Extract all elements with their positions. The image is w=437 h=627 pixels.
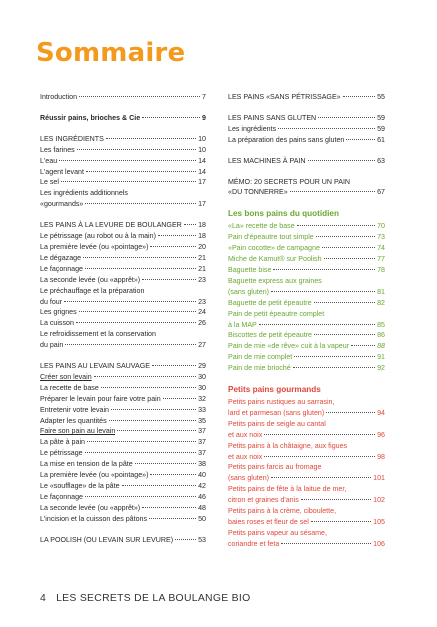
toc-entry-title: La première levée (ou «pointage») <box>40 242 149 251</box>
toc-entry[interactable] <box>228 243 385 254</box>
toc-dot-leader <box>149 518 196 519</box>
toc-page-number: 42 <box>198 482 206 490</box>
toc-entry-title: et aux noix <box>228 452 263 461</box>
toc-entry-title: Le façonnage <box>40 492 83 501</box>
toc-dot-leader <box>61 181 196 182</box>
toc-dot-leader <box>59 160 196 161</box>
toc-entry-title: Petits pains à la crème, ciboulette, <box>228 507 337 516</box>
toc-entry-title: Miche de Kamut® sur Poolish <box>228 255 322 264</box>
toc-page-number: 10 <box>198 145 206 154</box>
toc-entry-title: LES INGRÉDIENTS <box>40 134 104 143</box>
toc-entry[interactable] <box>40 340 206 351</box>
toc-spacer <box>228 146 385 156</box>
toc-page-number: 40 <box>198 471 206 480</box>
toc-entry[interactable] <box>40 329 206 340</box>
toc-entry[interactable] <box>228 452 385 463</box>
toc-entry-title: Petits pains farcis au fromage <box>228 463 322 472</box>
toc-spacer <box>40 124 206 134</box>
toc-dot-leader <box>184 224 196 225</box>
toc-entry[interactable] <box>228 539 385 550</box>
toc-entry-title: Introduction <box>40 93 78 101</box>
toc-entry[interactable] <box>228 419 385 430</box>
toc-entry[interactable] <box>228 430 385 441</box>
toc-spacer <box>40 525 206 535</box>
toc-entry-title: Pain de mie complet <box>228 353 293 362</box>
toc-entry-title: Le pétrissage <box>40 449 83 458</box>
toc-page-number: 30 <box>198 383 206 392</box>
toc-page-number: 21 <box>198 264 206 273</box>
toc-page-number: 102 <box>373 496 385 505</box>
toc-page-number: 37 <box>198 449 206 458</box>
toc-entry-title: Les ingrédients <box>228 124 277 133</box>
toc-entry-title: lard et parmesan (sans gluten) <box>228 408 325 417</box>
toc-entry[interactable] <box>228 309 385 320</box>
toc-page-number: 20 <box>198 242 206 251</box>
toc-entry[interactable] <box>40 416 206 427</box>
toc-entry[interactable] <box>228 135 385 146</box>
toc-entry[interactable] <box>40 470 206 481</box>
toc-entry[interactable] <box>40 220 206 231</box>
toc-entry[interactable] <box>228 92 385 103</box>
toc-entry-title: La pâte à pain <box>40 438 85 447</box>
toc-dot-leader <box>142 507 196 508</box>
toc-dot-leader <box>94 376 196 377</box>
toc-entry-title: Pain de mie «de rêve» cuit à la vapeur <box>228 342 350 351</box>
toc-dot-leader <box>259 324 375 325</box>
toc-dot-leader <box>135 463 196 464</box>
toc-spacer <box>40 103 206 113</box>
toc-page-number: 92 <box>377 364 385 373</box>
toc-entry-title: Petits pains rustiques au sarrasin, <box>228 398 335 407</box>
toc-entry-title: Petits pains de fête à la laitue de mer, <box>228 485 347 494</box>
toc-entry-title: LES PAINS À LA LEVURE DE BOULANGER <box>40 221 182 230</box>
toc-page-number: 61 <box>377 135 385 144</box>
toc-entry-title: MÉMO: 20 SECRETS POUR UN PAIN <box>228 177 351 186</box>
toc-page-number: 9 <box>202 113 206 122</box>
footer-book-title: LES SECRETS DE LA BOULANGE BIO <box>56 593 251 604</box>
page-footer <box>40 593 250 604</box>
toc-entry[interactable] <box>40 361 206 372</box>
toc-entry[interactable] <box>40 307 206 318</box>
toc-entry-title: Le pétrissage (au robot ou à la main) <box>40 232 156 241</box>
toc-entry[interactable] <box>228 187 385 198</box>
toc-entry-title: L'incision et la cuisson des pâtons <box>40 514 148 523</box>
toc-page-number: 85 <box>377 320 385 329</box>
toc-dot-leader <box>271 291 375 292</box>
toc-entry[interactable] <box>228 517 385 528</box>
toc-entry-title: La première levée (ou «pointage») <box>40 471 149 480</box>
toc-dot-leader <box>85 268 196 269</box>
toc-entry[interactable] <box>228 177 385 188</box>
toc-page-number: 63 <box>377 156 385 165</box>
toc-entry[interactable] <box>40 264 206 275</box>
toc-entry[interactable] <box>228 484 385 495</box>
toc-entry[interactable] <box>228 232 385 243</box>
toc-entry[interactable] <box>228 320 385 331</box>
toc-page-number: 24 <box>198 308 206 317</box>
toc-page-number: 55 <box>377 93 385 101</box>
footer-page-number: 4 <box>40 593 47 604</box>
toc-entry-title: Créer son levain <box>40 372 92 381</box>
toc-entry[interactable] <box>228 441 385 452</box>
toc-entry-title: Le façonnage <box>40 264 83 273</box>
toc-page-number: 23 <box>198 297 206 306</box>
toc-entry[interactable] <box>40 167 206 178</box>
toc-dot-leader <box>301 499 371 500</box>
toc-entry-title: (sans gluten) <box>228 474 270 483</box>
toc-dot-leader <box>271 477 371 478</box>
toc-spacer <box>40 210 206 220</box>
toc-entry[interactable] <box>228 408 385 419</box>
toc-entry-title: La seconde levée (ou «apprêt») <box>40 275 141 284</box>
toc-entry-title: La seconde levée (ou «apprêt») <box>40 503 141 512</box>
toc-dot-leader <box>65 344 196 345</box>
toc-dot-leader <box>343 96 375 97</box>
toc-entry[interactable] <box>228 156 385 167</box>
toc-dot-leader <box>264 434 375 435</box>
toc-page-number: 88 <box>377 342 385 351</box>
toc-right-column <box>228 92 385 550</box>
toc-entry[interactable] <box>40 242 206 253</box>
toc-entry-title: du pain <box>40 341 64 350</box>
toc-dot-leader <box>142 279 196 280</box>
toc-page-number: 106 <box>373 539 385 548</box>
toc-page-number: 94 <box>377 408 385 417</box>
toc-dot-leader <box>109 420 196 421</box>
toc-entry[interactable] <box>40 231 206 242</box>
toc-entry[interactable] <box>40 459 206 470</box>
toc-dot-leader <box>324 258 376 259</box>
toc-dot-leader <box>308 160 376 161</box>
toc-entry[interactable] <box>228 473 385 484</box>
page-title: Sommaire <box>36 38 186 68</box>
toc-page-number: 10 <box>198 134 206 143</box>
toc-dot-leader <box>79 311 196 312</box>
toc-entry-title: L'agent levant <box>40 167 84 176</box>
toc-page-number: 86 <box>377 331 385 340</box>
toc-page-number: 14 <box>198 156 206 165</box>
toc-entry[interactable] <box>40 318 206 329</box>
toc-dot-leader <box>351 345 375 346</box>
toc-section-heading: Petits pains gourmands <box>228 385 321 395</box>
toc-page-number: 27 <box>198 341 206 350</box>
toc-entry[interactable] <box>228 265 385 276</box>
toc-entry[interactable] <box>40 383 206 394</box>
toc-dot-leader <box>281 543 371 544</box>
toc-page-number: 73 <box>377 233 385 242</box>
toc-entry[interactable] <box>228 221 385 232</box>
toc-entry-title: Entretenir votre levain <box>40 405 110 414</box>
toc-entry[interactable] <box>40 177 206 188</box>
toc-page-number: 77 <box>377 255 385 264</box>
toc-dot-leader <box>85 452 197 453</box>
toc-dot-leader <box>111 409 196 410</box>
toc-entry-title: coriandre et feta <box>228 539 280 548</box>
toc-dot-leader <box>87 441 196 442</box>
toc-dot-leader <box>150 474 196 475</box>
toc-page-number: 59 <box>377 124 385 133</box>
toc-entry-title: La préparation des pains sans gluten <box>228 135 345 144</box>
toc-entry[interactable] <box>40 535 206 546</box>
toc-entry-title: citron et graines d'anis <box>228 496 299 505</box>
toc-entry-title: «La» recette de base <box>228 222 295 231</box>
toc-entry[interactable] <box>228 276 385 287</box>
toc-entry[interactable] <box>228 113 385 124</box>
toc-dot-leader <box>297 225 375 226</box>
toc-entry-title: Le préchauffage et la préparation <box>40 286 145 295</box>
toc-entry[interactable] <box>40 199 206 210</box>
toc-entry[interactable] <box>40 481 206 492</box>
toc-entry[interactable] <box>228 124 385 135</box>
toc-entry[interactable] <box>40 145 206 156</box>
toc-entry[interactable] <box>228 330 385 341</box>
toc-entry[interactable] <box>228 506 385 517</box>
toc-spacer <box>40 351 206 361</box>
toc-entry-title: Petits pains à la châtaigne, aux figues <box>228 441 348 450</box>
toc-entry[interactable] <box>40 492 206 503</box>
toc-entry-title: Pain de mie brioché <box>228 364 291 373</box>
toc-entry-title: La cuisson <box>40 319 74 328</box>
toc-entry-title: Réussir pains, brioches & Cie <box>40 113 141 122</box>
toc-page-number: 35 <box>198 416 206 425</box>
toc-entry-title: et aux noix <box>228 430 263 439</box>
toc-dot-leader <box>86 171 196 172</box>
toc-entry[interactable] <box>228 298 385 309</box>
toc-entry-title: La mise en tension de la pâte <box>40 460 133 469</box>
toc-page-number: 78 <box>377 265 385 274</box>
toc-dot-leader <box>150 246 196 247</box>
toc-dot-leader <box>83 257 196 258</box>
toc-entry[interactable] <box>228 528 385 539</box>
toc-entry[interactable] <box>228 363 385 374</box>
toc-dot-leader <box>117 430 196 431</box>
toc-entry[interactable] <box>228 287 385 298</box>
toc-dot-leader <box>64 301 196 302</box>
toc-entry-title: Pain de petit épeautre complet <box>228 309 325 318</box>
toc-dot-leader <box>158 235 196 236</box>
toc-left-column <box>40 92 206 546</box>
toc-page-number: 33 <box>198 405 206 414</box>
toc-page-number: 82 <box>377 298 385 307</box>
toc-entry-title: L'eau <box>40 156 58 165</box>
toc-page-number: 48 <box>198 503 206 512</box>
toc-entry-title: Adapter les quantités <box>40 416 107 425</box>
toc-entry[interactable] <box>40 188 206 199</box>
toc-page-number: 32 <box>198 394 206 403</box>
toc-entry-title: Le refroidissement et la conservation <box>40 330 156 339</box>
toc-spacer <box>228 198 385 208</box>
toc-entry[interactable] <box>40 503 206 514</box>
toc-dot-leader <box>316 236 375 237</box>
toc-page-number: 81 <box>377 287 385 296</box>
toc-entry-title: Le «soufflage» de la pâte <box>40 482 120 490</box>
toc-dot-leader <box>311 521 371 522</box>
toc-dot-leader <box>318 117 375 118</box>
toc-dot-leader <box>294 356 375 357</box>
toc-entry[interactable] <box>40 113 206 124</box>
toc-page-number: 59 <box>377 113 385 122</box>
toc-page-number: 26 <box>198 319 206 328</box>
toc-dot-leader <box>106 138 196 139</box>
toc-dot-leader <box>76 322 196 323</box>
toc-entry-title: Faire son pain au levain <box>40 427 116 436</box>
toc-dot-leader <box>264 456 375 457</box>
toc-page-number: 70 <box>377 222 385 231</box>
toc-entry-title: (sans gluten) <box>228 287 270 296</box>
toc-entry-title: «DU TONNERRE» <box>228 188 288 197</box>
toc-entry-title: LES PAINS SANS GLUTEN <box>228 113 317 122</box>
toc-entry[interactable] <box>40 134 206 145</box>
toc-entry[interactable] <box>40 372 206 383</box>
toc-page-number: 17 <box>198 178 206 187</box>
toc-section-heading: Les bons pains du quotidien <box>228 209 339 219</box>
toc-entry-title: «Pain cocotte» de campagne <box>228 244 320 253</box>
toc-entry-title: Baguette express aux graines <box>228 276 322 285</box>
toc-page-number: 53 <box>198 535 206 544</box>
toc-entry[interactable] <box>40 275 206 286</box>
toc-page-number: 38 <box>198 460 206 469</box>
toc-page-number: 101 <box>373 474 385 483</box>
toc-entry-title: Le sel <box>40 178 59 187</box>
toc-page-number: 29 <box>198 362 206 371</box>
toc-entry-title: Pain d'épeautre tout simple <box>228 233 314 242</box>
toc-page-number: 105 <box>373 518 385 526</box>
toc-entry-title: Petits pains de seigle au cantal <box>228 419 326 428</box>
toc-entry[interactable] <box>40 92 206 103</box>
toc-spacer <box>228 374 385 384</box>
toc-entry-title: Les farines <box>40 145 75 154</box>
toc-dot-leader <box>278 128 375 129</box>
toc-dot-leader <box>273 269 375 270</box>
toc-page-number: 30 <box>198 372 206 381</box>
toc-dot-leader <box>314 334 375 335</box>
toc-entry[interactable] <box>228 397 385 408</box>
toc-entry-title: LES PAINS «SANS PÉTRISSAGE» <box>228 93 341 101</box>
toc-entry[interactable] <box>228 341 385 352</box>
toc-entry[interactable] <box>40 426 206 437</box>
toc-entry-title: à la MAP <box>228 320 257 329</box>
toc-entry[interactable] <box>40 437 206 448</box>
toc-page-number: 50 <box>198 514 206 523</box>
toc-dot-leader <box>85 496 196 497</box>
toc-dot-leader <box>326 412 375 413</box>
toc-entry-title: LA POOLISH (OU LEVAIN SUR LEVURE) <box>40 535 174 544</box>
toc-entry-title: La recette de base <box>40 383 99 392</box>
toc-page-number: 74 <box>377 244 385 253</box>
toc-entry-title: Les grignes <box>40 308 77 317</box>
toc-spacer <box>228 103 385 113</box>
toc-page-number: 14 <box>198 167 206 176</box>
toc-entry[interactable] <box>228 462 385 473</box>
toc-entry-title: Les ingrédients additionnels <box>40 189 128 198</box>
toc-entry-title: LES MACHINES À PAIN <box>228 156 306 165</box>
toc-dot-leader <box>293 367 375 368</box>
toc-dot-leader <box>314 302 375 303</box>
toc-entry-title: baies roses et fleur de sel <box>228 518 309 526</box>
toc-entry[interactable] <box>228 352 385 363</box>
toc-entry-title: Préparer le levain pour faire votre pain <box>40 394 161 403</box>
toc-entry-title: Biscottes de petit épeautre <box>228 331 312 340</box>
toc-dot-leader <box>163 398 196 399</box>
toc-entry-title: Petits pains vapeur au sésame, <box>228 528 327 537</box>
toc-dot-leader <box>152 365 196 366</box>
toc-entry[interactable] <box>40 286 206 297</box>
toc-entry[interactable] <box>40 297 206 308</box>
toc-entry-title: Le dégazage <box>40 253 82 262</box>
toc-page-number: 98 <box>377 452 385 461</box>
toc-dot-leader <box>290 191 375 192</box>
toc-entry[interactable] <box>40 448 206 459</box>
toc-entry[interactable] <box>40 394 206 405</box>
toc-dot-leader <box>142 117 200 118</box>
toc-entry-title: Baguette bise <box>228 265 272 274</box>
toc-entry-title: du four <box>40 297 63 306</box>
toc-page-number: 37 <box>198 427 206 436</box>
toc-page-number: 46 <box>198 492 206 501</box>
toc-entry-title: LES PAINS AU LEVAIN SAUVAGE <box>40 362 150 371</box>
toc-page-number: 91 <box>377 353 385 362</box>
toc-entry[interactable] <box>40 405 206 416</box>
toc-dot-leader <box>77 149 196 150</box>
toc-dot-leader <box>122 485 197 486</box>
toc-entry[interactable] <box>228 495 385 506</box>
toc-dot-leader <box>175 539 196 540</box>
toc-page-number: 7 <box>202 93 206 101</box>
toc-page-number: 17 <box>198 200 206 209</box>
toc-entry[interactable] <box>40 253 206 264</box>
toc-entry-title: «gourmands» <box>40 200 84 209</box>
toc-page-number: 18 <box>198 221 206 230</box>
toc-dot-leader <box>101 387 196 388</box>
toc-page-number: 23 <box>198 275 206 284</box>
toc-dot-leader <box>85 203 196 204</box>
toc-entry[interactable] <box>40 156 206 167</box>
toc-page-number: 21 <box>198 253 206 262</box>
toc-dot-leader <box>346 139 375 140</box>
toc-dot-leader <box>322 247 375 248</box>
toc-page-number: 96 <box>377 430 385 439</box>
toc-page-number: 37 <box>198 438 206 447</box>
toc-page-number: 18 <box>198 232 206 241</box>
toc-entry-title: Baguette de petit épeautre <box>228 298 312 307</box>
toc-entry[interactable] <box>40 514 206 525</box>
toc-page-number: 67 <box>377 188 385 197</box>
toc-entry[interactable] <box>228 254 385 265</box>
toc-dot-leader <box>79 96 200 97</box>
toc-spacer <box>228 167 385 177</box>
